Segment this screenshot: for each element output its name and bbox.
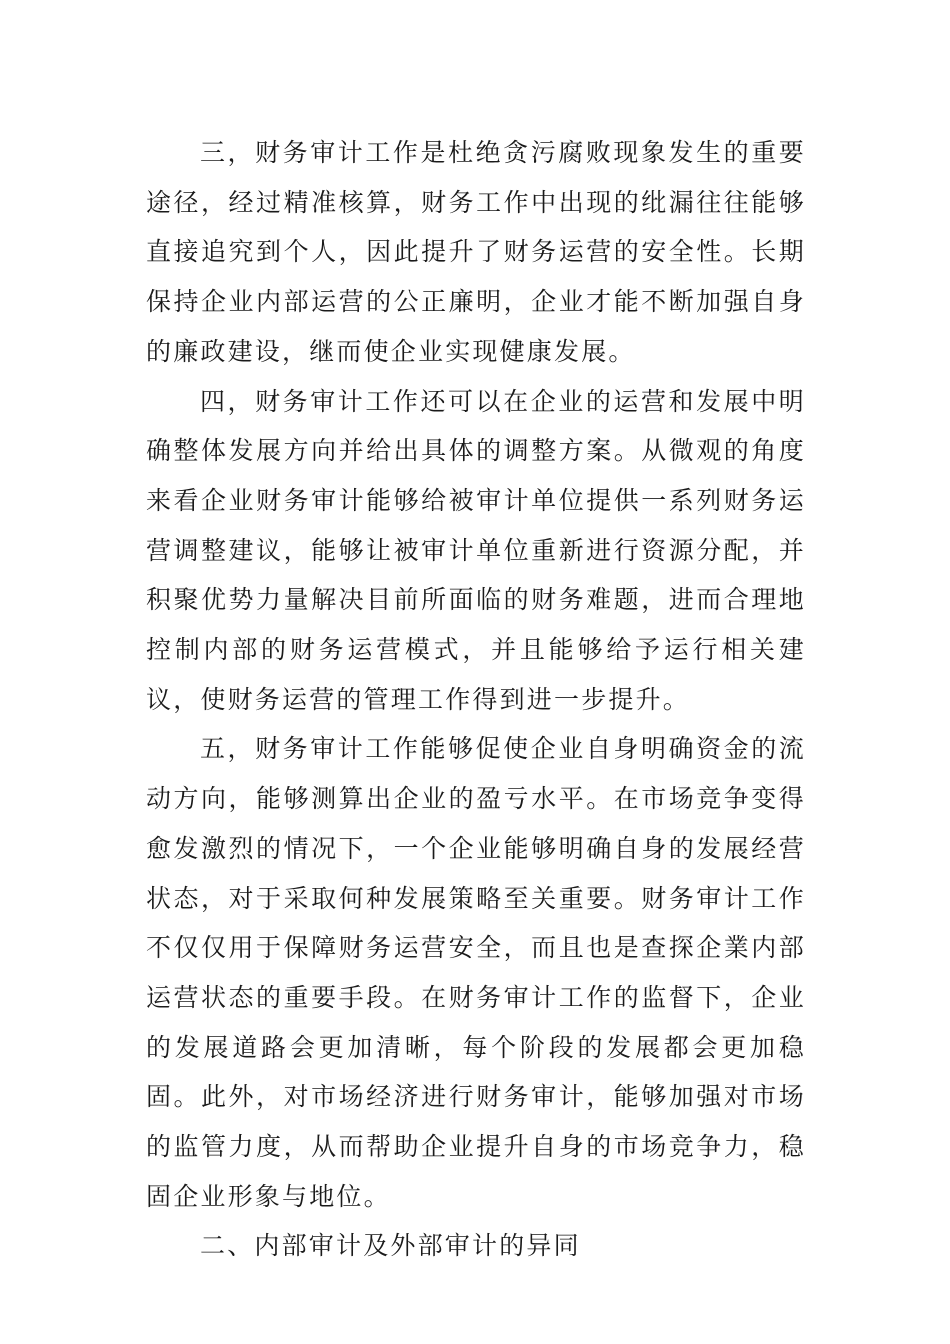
section-heading: 二、内部审计及外部审计的异同 bbox=[200, 1231, 581, 1261]
paragraph-three: 三，财务审计工作是杜绝贪污腐败现象发生的重要途径，经过精准核算，财务工作中出现的纰漏往往能够直接追究到个人，因此提升了财务运营的安全性。长期保持企业内部运营的公正廉明，企业才能不断加强自身的廉政建设，继而使企业实现健康发展。 bbox=[146, 138, 806, 366]
paragraph-five: 五，财务审计工作能够促使企业自身明确资金的流动方向，能够测算出企业的盈亏水平。在市场竞争变得愈发激烈的情况下，一个企业能够明确自身的发展经营状态，对于采取何种发展策略至关重要。财务审计工作不仅仅用于保障财务运营安全，而且也是查探企業内部运营状态的重要手段。在财务审计工作的监督下，企业的发展道路会更加清晰，每个阶段的发展都会更加稳固。此外，对市场经济进行财务审计，能够加强对市场的监管力度，从而帮助企业提升自身的市场竞争力，稳固企业形象与地位。 bbox=[146, 734, 806, 1211]
paragraph-four: 四，财务审计工作还可以在企业的运营和发展中明确整体发展方向并给出具体的调整方案。从微观的角度来看企业财务审计能够给被审计单位提供一系列财务运营调整建议，能够让被审计单位重新进行资源分配，并积聚优势力量解决目前所面临的财务难题，进而合理地控制内部的财务运营模式，并且能够给予运行相关建议，使财务运营的管理工作得到进一步提升。 bbox=[146, 386, 806, 714]
document-body bbox=[146, 128, 806, 1271]
